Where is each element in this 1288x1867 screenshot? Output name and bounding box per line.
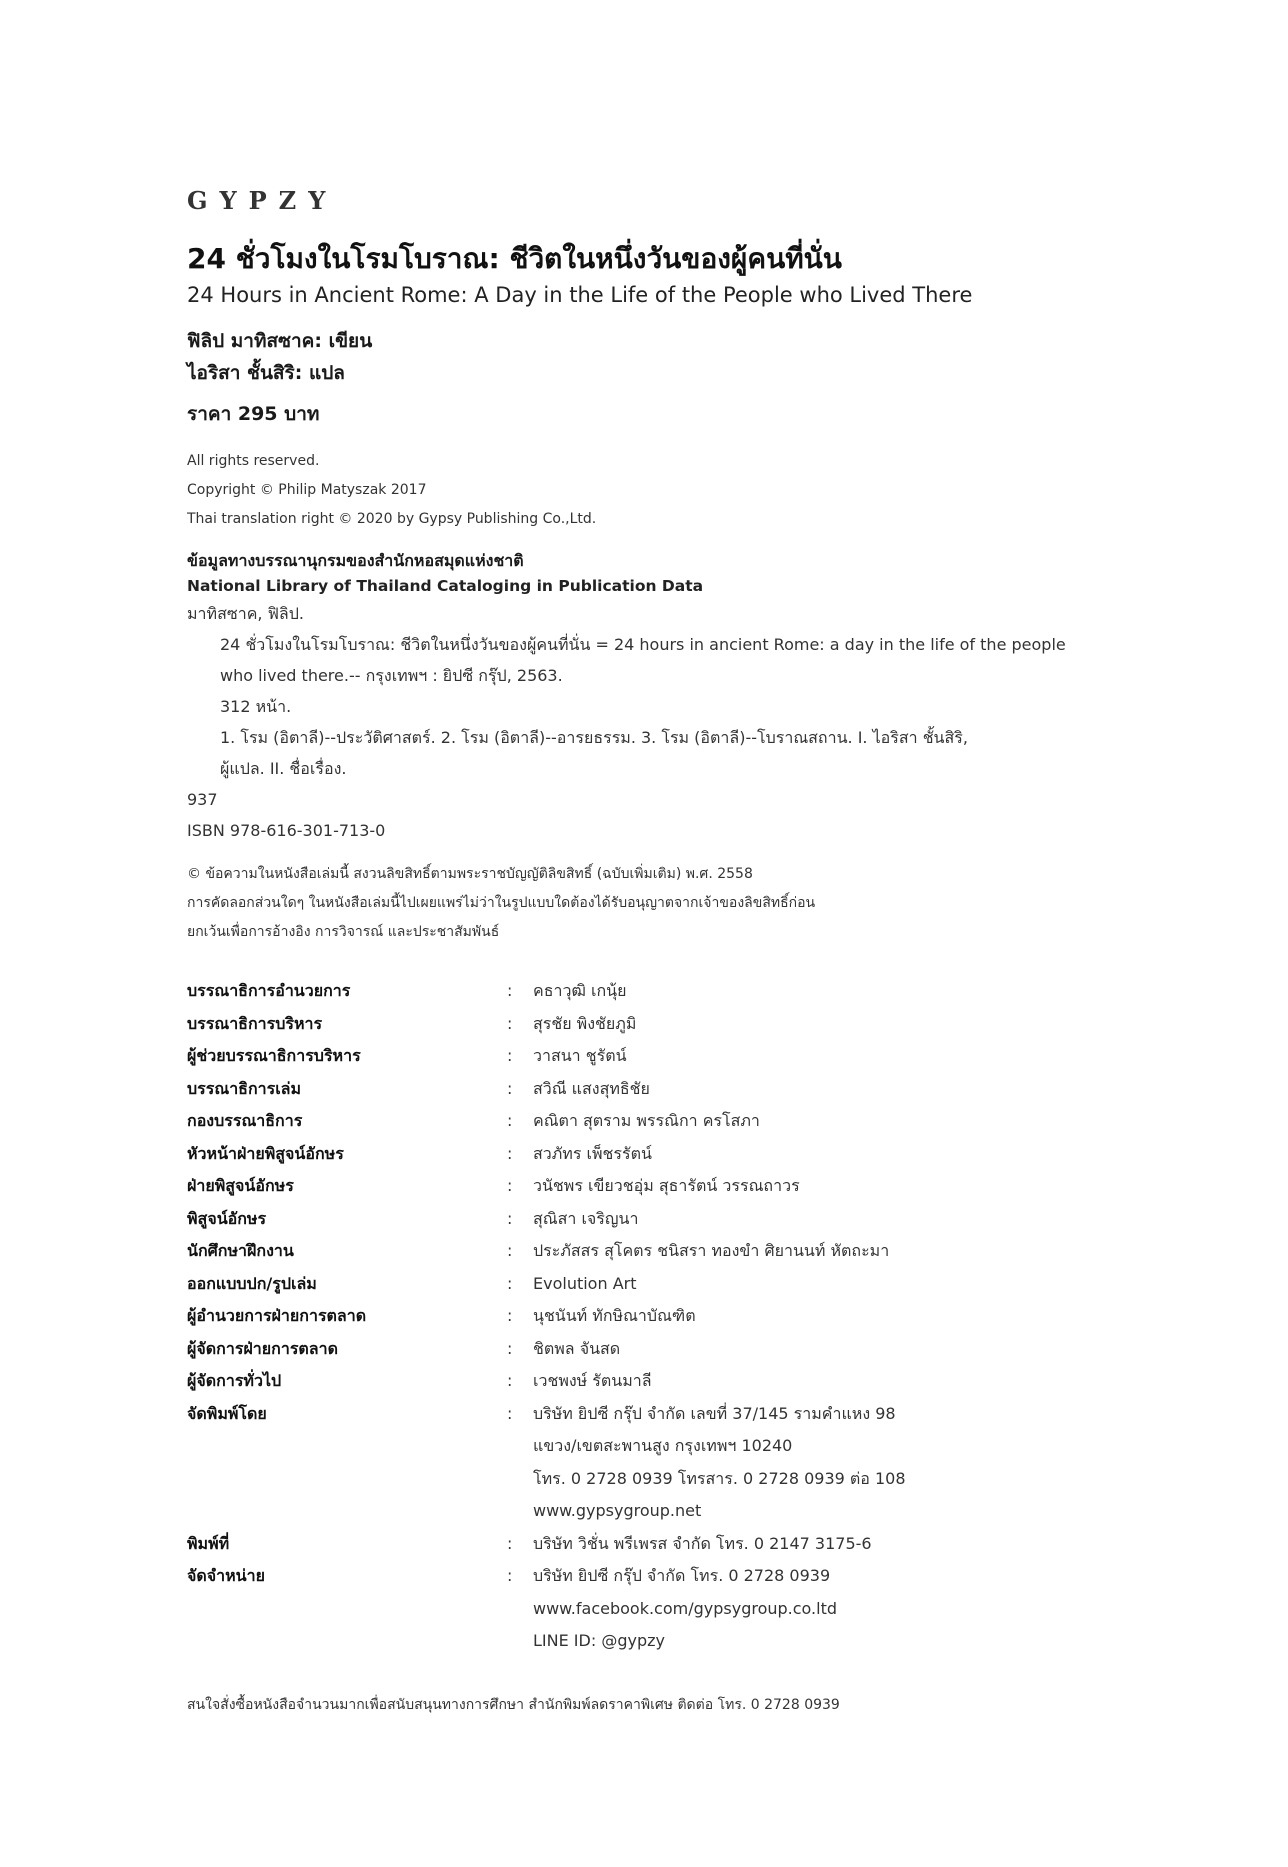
colon-separator: : — [507, 1566, 513, 1585]
staff-row — [187, 1105, 1093, 1138]
staff-role: บรรณาธิการเล่ม — [187, 1078, 302, 1098]
staff-role — [187, 1463, 507, 1496]
staff-row — [187, 1138, 1093, 1171]
staff-role — [187, 1593, 507, 1626]
colon-separator: : — [507, 1078, 513, 1098]
staff-value: สุณิสา เจริญนา — [533, 1208, 639, 1228]
staff-value: สวภัทร เพ็ชรรัตน์ — [533, 1143, 652, 1163]
staff-value: Evolution Art — [533, 1273, 637, 1293]
staff-value: www.gypsygroup.net — [533, 1501, 702, 1520]
staff-value: สวิณี แสงสุทธิชัย — [533, 1078, 650, 1098]
catalog-isbn: ISBN 978-616-301-713-0 — [187, 821, 386, 840]
colon-separator — [507, 1593, 533, 1626]
cataloging-block — [187, 548, 1187, 846]
staff-value: โทร. 0 2728 0939 โทรสาร. 0 2728 0939 ต่อ 108 — [533, 1468, 906, 1488]
colon-separator: : — [507, 1533, 513, 1553]
staff-role: จัดพิมพ์โดย — [187, 1403, 267, 1423]
staff-value: เวชพงษ์ รัตนมาลี — [533, 1371, 652, 1390]
colon-separator — [507, 1430, 533, 1463]
staff-value: บริษัท วิชั่น พรีเพรส จำกัด โทร. 0 2147 3175-6 — [533, 1533, 872, 1553]
colon-separator — [507, 1495, 533, 1528]
colon-separator: : — [507, 1176, 513, 1195]
colon-separator: : — [507, 1273, 513, 1293]
staff-role: พิมพ์ที่ — [187, 1533, 230, 1553]
colon-separator — [507, 1463, 533, 1496]
colon-separator: : — [507, 1046, 513, 1065]
staff-role: ผู้จัดการทั่วไป — [187, 1371, 282, 1390]
colon-separator: : — [507, 1013, 513, 1033]
staff-role: นักศึกษาฝึกงาน — [187, 1241, 294, 1260]
staff-row — [187, 1203, 1093, 1236]
colon-separator: : — [507, 981, 513, 1000]
catalog-line: 312 หน้า. — [220, 697, 292, 716]
staff-credits-table — [187, 975, 1093, 1658]
staff-role: บรรณาธิการบริหาร — [187, 1013, 323, 1033]
staff-role: ผู้จัดการฝ่ายการตลาด — [187, 1338, 338, 1358]
staff-role: ออกแบบปก/รูปเล่ม — [187, 1273, 317, 1293]
staff-value: วนัชพร เขียวชอุ่ม สุธารัตน์ วรรณถาวร — [533, 1176, 800, 1195]
staff-row — [187, 1463, 1093, 1496]
staff-row — [187, 1073, 1093, 1106]
staff-row — [187, 1235, 1093, 1268]
staff-value: บริษัท ยิปซี กรุ๊ป จำกัด เลขที่ 37/145 รามคำแหง 98 — [533, 1403, 896, 1423]
colon-separator: : — [507, 1143, 513, 1163]
copyright-note-line: การคัดลอกส่วนใดๆ ในหนังสือเล่มนี้ไปเผยแพร่ไม่ว่าในรูปแบบใดต้องได้รับอนุญาตจากเจ้าของลิขสิทธิ์ก่อน — [187, 895, 816, 911]
staff-role — [187, 1495, 507, 1528]
copyright-note-line: © ข้อความในหนังสือเล่มนี้ สงวนลิขสิทธิ์ตามพระราชบัญญัติลิขสิทธิ์ (ฉบับเพิ่มเติม) พ.ศ. 2558 — [187, 866, 753, 882]
staff-role: บรรณาธิการอำนวยการ — [187, 981, 351, 1000]
catalog-heading-thai: ข้อมูลทางบรรณานุกรมของสำนักหอสมุดแห่งชาติ — [187, 551, 524, 570]
colon-separator: : — [507, 1208, 513, 1228]
staff-value: คณิตา สุตราม พรรณิกา ครโสภา — [533, 1111, 760, 1130]
catalog-line: who lived there.-- กรุงเทพฯ : ยิปซี กรุ๊ป, 2563. — [220, 666, 563, 685]
staff-row — [187, 1008, 1093, 1041]
colon-separator: : — [507, 1338, 513, 1358]
staff-row — [187, 1300, 1093, 1333]
staff-role: ผู้อำนวยการฝ่ายการตลาด — [187, 1306, 367, 1325]
staff-value: วาสนา ชูรัตน์ — [533, 1046, 627, 1065]
staff-role: พิสูจน์อักษร — [187, 1208, 267, 1228]
colon-separator: : — [507, 1371, 513, 1390]
staff-row — [187, 1398, 1093, 1431]
copyright-notice — [187, 860, 1187, 947]
staff-role: กองบรรณาธิการ — [187, 1111, 303, 1130]
translator-credit: ไอริสา ชั้นสิริ: แปล — [187, 362, 345, 384]
catalog-line: 24 ชั่วโมงในโรมโบราณ: ชีวิตในหนึ่งวันของผู้คนที่นั่น = 24 hours in ancient Rome: a day in the life of the people — [220, 635, 1066, 654]
staff-value: LINE ID: @gypzy — [533, 1631, 665, 1650]
catalog-classification: 937 — [187, 790, 218, 809]
staff-role: ฝ่ายพิสูจน์อักษร — [187, 1176, 294, 1195]
staff-row — [187, 1365, 1093, 1398]
book-title-thai: 24 ชั่วโมงในโรมโบราณ: ชีวิตในหนึ่งวันของผู้คนที่นั่น — [187, 242, 842, 275]
staff-role: ผู้ช่วยบรรณาธิการบริหาร — [187, 1046, 361, 1065]
staff-value: แขวง/เขตสะพานสูง กรุงเทพฯ 10240 — [533, 1436, 793, 1455]
rights-line: Copyright © Philip Matyszak 2017 — [187, 482, 427, 498]
staff-value: สุรชัย พิงชัยภูมิ — [533, 1013, 637, 1033]
staff-row — [187, 1593, 1093, 1626]
staff-role: จัดจำหน่าย — [187, 1566, 265, 1585]
staff-value: คธาวุฒิ เกนุ้ย — [533, 981, 627, 1000]
rights-line: Thai translation right © 2020 by Gypsy Publishing Co.,Ltd. — [187, 511, 597, 527]
colon-separator — [507, 1625, 533, 1658]
catalog-line: ผู้แปล. II. ชื่อเรื่อง. — [220, 759, 347, 778]
staff-row — [187, 1170, 1093, 1203]
staff-row — [187, 1268, 1093, 1301]
staff-row — [187, 1430, 1093, 1463]
colon-separator: : — [507, 1306, 513, 1325]
rights-line: All rights reserved. — [187, 453, 320, 469]
staff-row — [187, 1560, 1093, 1593]
staff-row — [187, 1333, 1093, 1366]
author-credit: ฟิลิป มาทิสซาค: เขียน — [187, 330, 373, 352]
catalog-line: 1. โรม (อิตาลี)--ประวัติศาสตร์. 2. โรม (อิตาลี)--อารยธรรม. 3. โรม (อิตาลี)--โบราณสถาน. I. ไอริสา ชั้นสิริ, — [220, 728, 968, 747]
catalog-author-entry: มาทิสซาค, ฟิลิป. — [187, 604, 304, 623]
staff-row — [187, 1528, 1093, 1561]
book-title-english: 24 Hours in Ancient Rome: A Day in the Life of the People who Lived There — [187, 283, 973, 307]
staff-value: ชิตพล จันสด — [533, 1338, 621, 1358]
copyright-note-line: ยกเว้นเพื่อการอ้างอิง การวิจารณ์ และประชาสัมพันธ์ — [187, 924, 500, 940]
colon-separator: : — [507, 1241, 513, 1260]
staff-role — [187, 1625, 507, 1658]
price: ราคา 295 บาท — [187, 403, 320, 425]
colon-separator: : — [507, 1403, 513, 1423]
staff-value: ประภัสสร สุโคตร ชนิสรา ทองขำ ศิยานนท์ หัตถะมา — [533, 1241, 890, 1260]
staff-value: www.facebook.com/gypsygroup.co.ltd — [533, 1598, 838, 1618]
staff-row — [187, 1040, 1093, 1073]
bulk-order-note: สนใจสั่งซื้อหนังสือจำนวนมากเพื่อสนับสนุนทางการศึกษา สำนักพิมพ์ลดราคาพิเศษ ติดต่อ โทร. 0 2728 0939 — [187, 1696, 840, 1713]
staff-row — [187, 1625, 1093, 1658]
staff-value: บริษัท ยิปซี กรุ๊ป จำกัด โทร. 0 2728 0939 — [533, 1566, 831, 1585]
staff-row — [187, 1495, 1093, 1528]
colon-separator: : — [507, 1111, 513, 1130]
staff-value: นุชนันท์ ทักษิณาบัณฑิต — [533, 1306, 696, 1325]
staff-role — [187, 1430, 507, 1463]
rights-block — [187, 447, 1187, 534]
staff-role: หัวหน้าฝ่ายพิสูจน์อักษร — [187, 1143, 344, 1163]
copyright-page — [187, 186, 1187, 1716]
staff-row — [187, 975, 1093, 1008]
publisher-logo: GYPZY — [187, 186, 338, 215]
catalog-heading-english: National Library of Thailand Cataloging in Publication Data — [187, 577, 704, 595]
